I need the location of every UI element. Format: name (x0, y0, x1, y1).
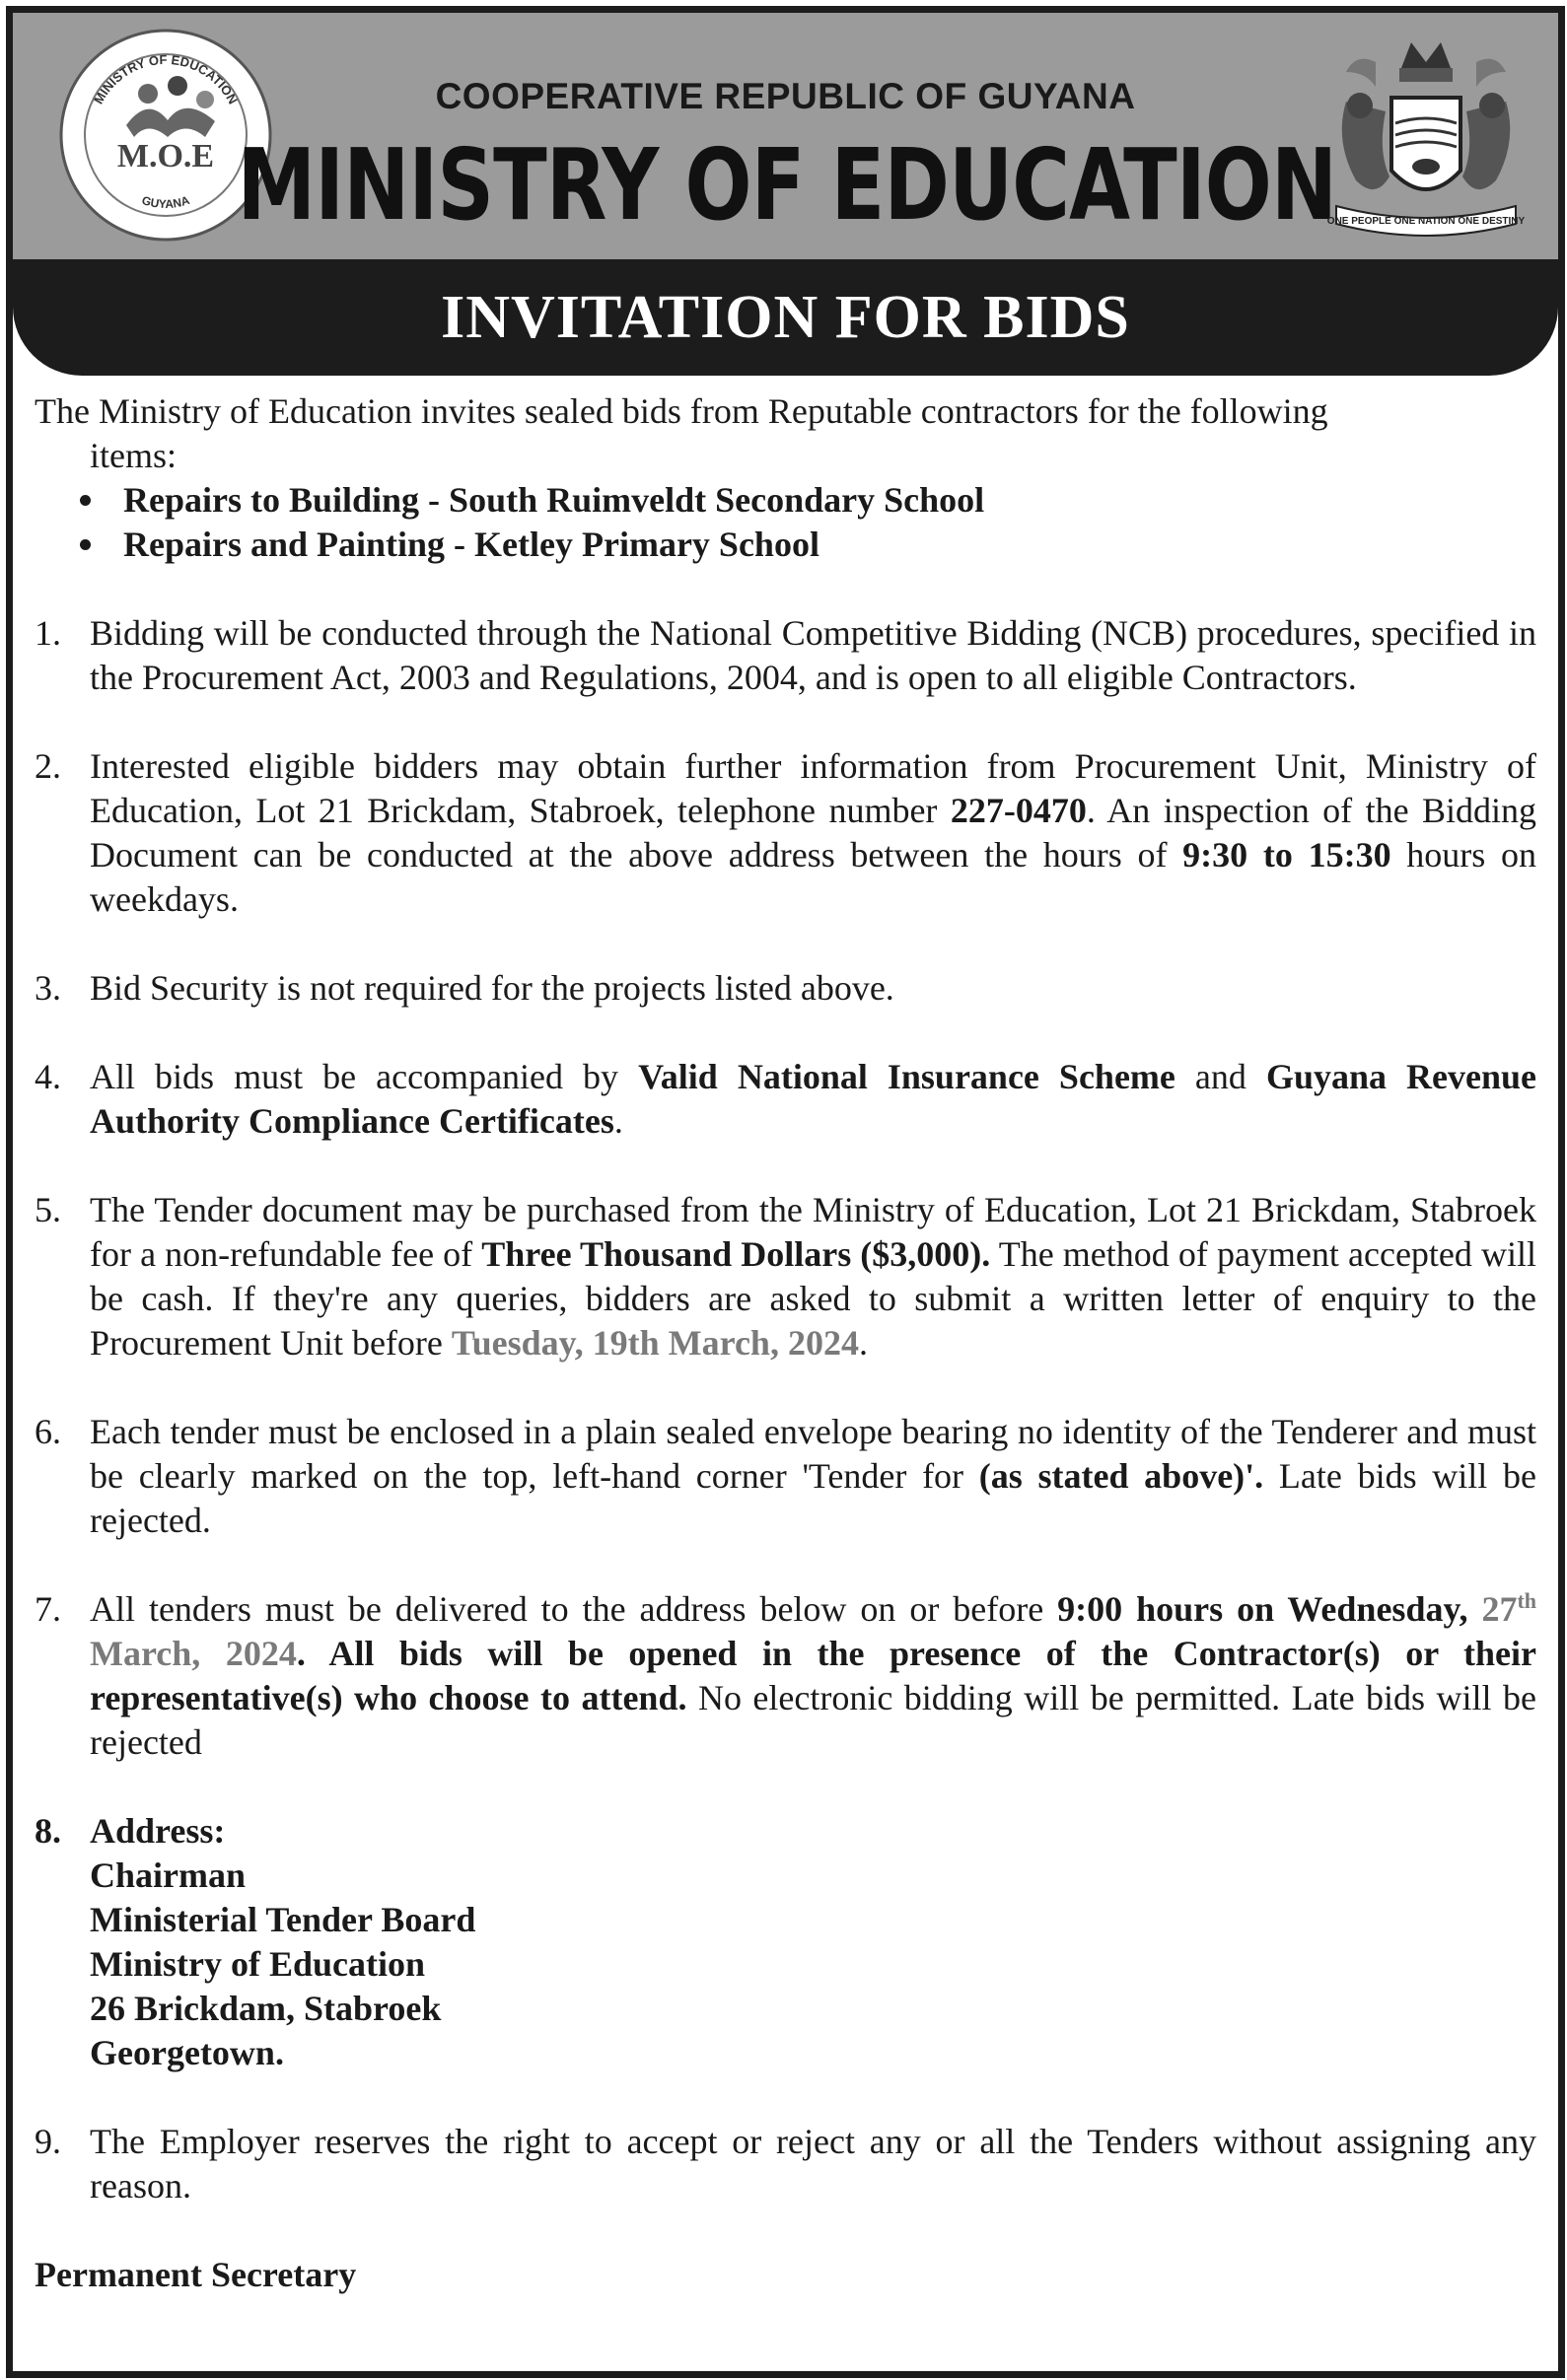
clause-text: Bidding will be conducted through the National Competitive Bidding (NCB) procedures, specified in the Procurement Act, 2003 and Regulations, 2004, and is open to all eligible Contractors. (90, 613, 1536, 697)
clause-9 (35, 2120, 1536, 2208)
nis-requirement: Valid National Insurance Scheme (638, 1057, 1175, 1096)
intro-line-cont: items: (90, 436, 177, 475)
clause-text: The method of payment accepted will be cash. If they're any queries, bidders are asked to submit a written letter of enquiry to the Procurement Unit before (90, 1234, 1537, 1363)
header (13, 13, 1558, 265)
clause-text: Bid Security is not required for the projects listed above. (90, 968, 894, 1008)
date-suffix: th (1517, 1588, 1536, 1613)
phone-number: 227-0470 (950, 791, 1087, 830)
clause-number: 3. (35, 968, 61, 1008)
address-line: 26 Brickdam, Stabroek (90, 1989, 442, 2028)
opening-statement: . All bids will be opened in the presence of the Contractor(s) or their representative(s) who choose to attend. (90, 1634, 1537, 1717)
clause-text: and (1175, 1057, 1266, 1096)
tender-marking: (as stated above)'. (978, 1456, 1264, 1496)
address-line: Ministry of Education (90, 1944, 426, 1984)
date-day: 27 (1481, 1589, 1518, 1629)
clause-number: 1. (35, 613, 61, 653)
banner-title: INVITATION FOR BIDS (441, 284, 1130, 351)
enquiry-deadline: Tuesday, 19th March, 2024 (451, 1323, 859, 1363)
address-line: Chairman (90, 1855, 247, 1895)
clause-number: 6. (35, 1412, 61, 1451)
clause-text: . An inspection of the Bidding Document can be conducted at the above address between the hours of (90, 791, 1536, 875)
signature: Permanent Secretary (35, 2255, 357, 2294)
notice-body (35, 389, 1536, 2297)
clause-text: No electronic bidding will be permitted. Late bids will be rejected (90, 1678, 1536, 1762)
svg-text:ONE PEOPLE ONE NATION ONE DEST: ONE PEOPLE ONE NATION ONE DESTINY (1326, 216, 1526, 227)
clause-number: 2. (35, 746, 61, 786)
clause-text: Each tender must be enclosed in a plain sealed envelope bearing no identity of the Tenderer and must be clearly marked on the top, left-hand corner 'Tender for (90, 1412, 1536, 1496)
svg-text:GUYANA: GUYANA (140, 192, 191, 212)
clause-8-address (35, 1809, 1536, 2075)
inspection-hours: 9:30 to 15:30 (1182, 835, 1391, 875)
clause-text: . (858, 1323, 868, 1363)
clause-5 (35, 1188, 1536, 1365)
list-item: Repairs and Painting - Ketley Primary School (80, 523, 1536, 567)
address-line: Georgetown. (90, 2033, 284, 2072)
clause-number: 9. (35, 2122, 61, 2161)
clause-text: The Employer reserves the right to accept or reject any or all the Tenders without assigning any reason. (90, 2122, 1536, 2205)
list-item: Repairs to Building - South Ruimveldt Secondary School (80, 478, 1536, 523)
address-label: Address: (90, 1811, 226, 1851)
clause-text: All tenders must be delivered to the address below on or before (90, 1589, 1058, 1629)
clause-2 (35, 744, 1536, 922)
clause-4 (35, 1055, 1536, 1144)
clause-text: . (613, 1101, 623, 1141)
clause-7 (35, 1587, 1536, 1765)
gra-requirement: Guyana Revenue Authority Compliance Certificates (90, 1057, 1537, 1141)
clause-text: Late bids will be rejected. (90, 1456, 1536, 1540)
clause-6 (35, 1410, 1536, 1543)
notice-frame (6, 6, 1565, 2378)
clause-number: 5. (35, 1190, 61, 1229)
clause-number: 4. (35, 1057, 61, 1096)
date-month: March, 2024 (90, 1634, 297, 1673)
tender-fee: Three Thousand Dollars ($3,000). (481, 1234, 991, 1274)
submission-deadline: 9:00 hours on Wednesday, (1057, 1589, 1468, 1629)
clause-3 (35, 966, 1536, 1011)
items-list (35, 478, 1536, 567)
clause-number: 8. (35, 1811, 61, 1851)
title-banner (13, 265, 1558, 376)
clause-text: Interested eligible bidders may obtain further information from Procurement Unit, Ministry of Education, Lot 21 Brickdam, Stabroek, telephone number (90, 746, 1536, 830)
clause-text: The Tender document may be purchased from the Ministry of Education, Lot 21 Brickdam, Stabroek for a non-refundable fee of (90, 1190, 1536, 1274)
svg-text:M.O.E: M.O.E (116, 138, 215, 175)
clause-1 (35, 611, 1536, 700)
clause-number: 7. (35, 1589, 61, 1629)
intro-line: The Ministry of Education invites sealed bids from Reputable contractors for the following (35, 391, 1328, 431)
address-line: Ministerial Tender Board (90, 1900, 476, 1939)
svg-text:MINISTRY OF EDUCATION: MINISTRY OF EDUCATION (91, 51, 241, 107)
clause-text: All bids must be accompanied by (90, 1057, 639, 1096)
coat-of-arms (1317, 33, 1535, 251)
intro (35, 389, 1536, 567)
clause-text: hours on weekdays. (90, 835, 1536, 919)
country-name: COOPERATIVE REPUBLIC OF GUYANA (435, 76, 1136, 116)
ministry-name: MINISTRY OF EDUCATION (237, 127, 1337, 243)
